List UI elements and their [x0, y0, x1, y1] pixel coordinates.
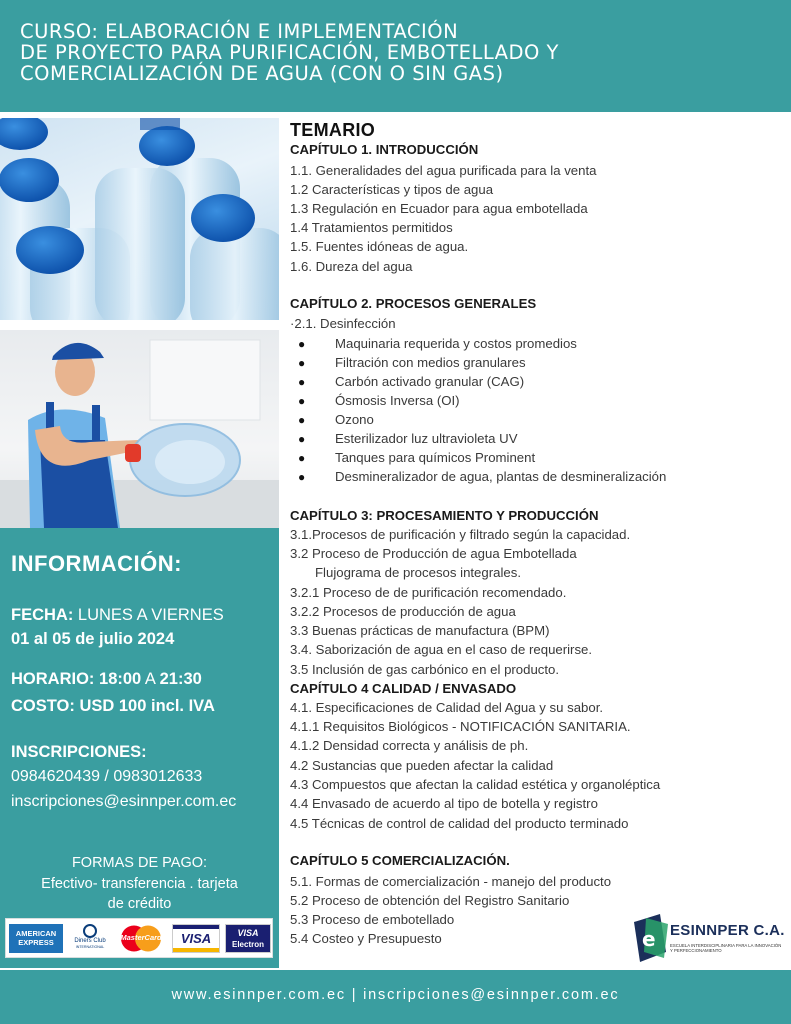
title-line-1: CURSO: ELABORACIÓN E IMPLEMENTACIÓN	[20, 20, 459, 43]
inscripciones-label: INSCRIPCIONES:	[11, 743, 147, 761]
logo-name: ESINNPER C.A.	[670, 922, 785, 939]
payment-methods-cont: de crédito	[107, 896, 172, 912]
list-item: Tanques para químicos Prominent	[335, 450, 536, 465]
svg-text:e: e	[642, 927, 656, 951]
list-item: Ósmosis Inversa (OI)	[335, 393, 460, 408]
bullet-icon: ●	[298, 356, 306, 370]
horario-end: 21:30	[159, 670, 202, 688]
fecha-row	[11, 606, 224, 625]
mastercard-label: MasterCard	[120, 933, 162, 942]
list-item: 5.4 Costeo y Presupuesto	[290, 931, 442, 946]
list-item: 3.5 Inclusión de gas carbónico en el producto.	[290, 662, 560, 677]
amex-line-1: AMERICAN	[15, 929, 57, 938]
list-item: 4.5 Técnicas de control de calidad del producto terminado	[290, 816, 629, 831]
chapter-4-title: CAPÍTULO 4 CALIDAD / ENVASADO	[290, 681, 517, 696]
info-heading: INFORMACIÓN:	[11, 551, 182, 576]
list-item: 1.4 Tratamientos permitidos	[290, 220, 453, 235]
diners-line-2: INTERNATIONAL	[75, 945, 105, 949]
list-item: 4.2 Sustancias que pueden afectar la calidad	[290, 758, 554, 773]
list-item: Desmineralizador de agua, plantas de desmineralización	[335, 469, 667, 484]
visa-card	[172, 924, 220, 953]
list-item: Maquinaria requerida y costos promedios	[335, 336, 577, 351]
worker-with-jug-photo	[0, 330, 279, 528]
list-item: 1.6. Dureza del agua	[290, 259, 413, 274]
payment-title: FORMAS DE PAGO:	[71, 855, 208, 871]
list-item: 4.1.2 Densidad correcta y análisis de ph.	[290, 738, 529, 753]
list-item: 1.3 Regulación en Ecuador para agua embotellada	[290, 201, 588, 216]
info-panel	[0, 528, 279, 968]
list-item: 3.3 Buenas prácticas de manufactura (BPM)	[290, 623, 550, 638]
list-item: Carbón activado granular (CAG)	[335, 374, 525, 389]
visa-electron-card	[225, 924, 271, 953]
list-item: 4.4 Envasado de acuerdo al tipo de botella y registro	[290, 796, 598, 811]
list-item: 4.1. Especificaciones de Calidad del Agua y su sabor.	[290, 700, 604, 715]
american-express-card	[9, 924, 63, 953]
bullet-icon: ●	[298, 337, 306, 351]
amex-line-2: EXPRESS	[18, 938, 54, 947]
list-item: 5.2 Proceso de obtención del Registro Sanitario	[290, 893, 570, 908]
payment-cards-strip	[5, 918, 273, 958]
diners-circle-icon	[83, 924, 97, 938]
bullet-icon: ●	[298, 451, 306, 465]
esinnper-emblem-icon	[630, 912, 670, 964]
chapter-5-title: CAPÍTULO 5 COMERCIALIZACIÓN.	[290, 853, 510, 868]
header-banner	[0, 0, 791, 112]
logo-tagline: ESCUELA INTERDISCIPLINARIA PARA LA INNOVACIÓN Y PERFECCIONAMIENTO	[670, 943, 782, 953]
fecha-value: LUNES A VIERNES	[77, 606, 224, 624]
bullet-icon: ●	[298, 375, 306, 389]
diners-club-card	[68, 924, 112, 953]
chapter-1-title: CAPÍTULO 1. INTRODUCCIÓN	[290, 142, 479, 157]
footer-contact[interactable]: www.esinnper.com.ec | inscripciones@esinnper.com.ec	[171, 987, 620, 1003]
list-item: Flujograma de procesos integrales.	[315, 565, 521, 580]
visa-electron-line-2: Electron	[231, 940, 264, 949]
temario-heading: TEMARIO	[290, 120, 376, 140]
chapter-3-title: CAPÍTULO 3: PROCESAMIENTO Y PRODUCCIÓN	[290, 508, 599, 523]
bullet-icon: ●	[298, 470, 306, 484]
list-item: 1.2 Características y tipos de agua	[290, 182, 494, 197]
list-item: 3.2.2 Procesos de producción de agua	[290, 604, 516, 619]
horario-label: HORARIO:	[11, 670, 95, 688]
visa-label: VISA	[180, 931, 212, 946]
bullet-icon: ●	[298, 413, 306, 427]
mastercard-card	[116, 924, 166, 953]
horario-sep: A	[144, 670, 156, 688]
list-item: 3.1.Procesos de purificación y filtrado según la capacidad.	[290, 527, 631, 542]
list-item: 5.1. Formas de comercialización - manejo del producto	[290, 874, 612, 889]
chapter-2-title: CAPÍTULO 2. PROCESOS GENERALES	[290, 296, 537, 311]
list-item: Esterilizador luz ultravioleta UV	[335, 431, 518, 446]
horario-row	[11, 670, 202, 689]
footer-bar	[0, 970, 791, 1024]
list-item: Filtración con medios granulares	[335, 355, 526, 370]
dates-text: 01 al 05 de julio 2024	[11, 630, 175, 648]
horario-start: 18:00	[99, 670, 142, 688]
visa-electron-line-1: VISA	[237, 928, 259, 938]
list-item: 3.2.1 Proceso de de purificación recomendado.	[290, 585, 567, 600]
fecha-label: FECHA:	[11, 606, 74, 624]
email-link[interactable]: inscripciones@esinnper.com.ec	[11, 793, 237, 810]
list-item: 3.4. Saborización de agua en el caso de requerirse.	[290, 642, 593, 657]
costo-text: COSTO: USD 100 incl. IVA	[11, 697, 215, 715]
list-item: 5.3 Proceso de embotellado	[290, 912, 455, 927]
bullet-icon: ●	[298, 432, 306, 446]
esinnper-logo	[628, 912, 784, 964]
phones-text: 0984620439 / 0983012633	[11, 768, 203, 785]
title-line-2: DE PROYECTO PARA PURIFICACIÓN, EMBOTELLADO Y	[20, 41, 559, 64]
chapter-2-sub: ·2.1. Desinfección	[290, 316, 396, 331]
list-item: Ozono	[335, 412, 374, 427]
list-item: 4.3 Compuestos que afectan la calidad estética y organoléptica	[290, 777, 661, 792]
title-line-3: COMERCIALIZACIÓN DE AGUA (CON O SIN GAS)	[20, 62, 504, 85]
list-item: 1.5. Fuentes idóneas de agua.	[290, 239, 469, 254]
payment-methods: Efectivo- transferencia . tarjeta	[41, 876, 238, 892]
diners-line-1: Diners Club	[74, 938, 106, 944]
bullet-icon: ●	[298, 394, 306, 408]
list-item: 1.1. Generalidades del agua purificada para la venta	[290, 163, 597, 178]
list-item: 3.2 Proceso de Producción de agua Embotellada	[290, 546, 577, 561]
water-bottles-photo	[0, 118, 279, 320]
list-item: 4.1.1 Requisitos Biológicos - NOTIFICACIÓN SANITARIA.	[290, 719, 631, 734]
